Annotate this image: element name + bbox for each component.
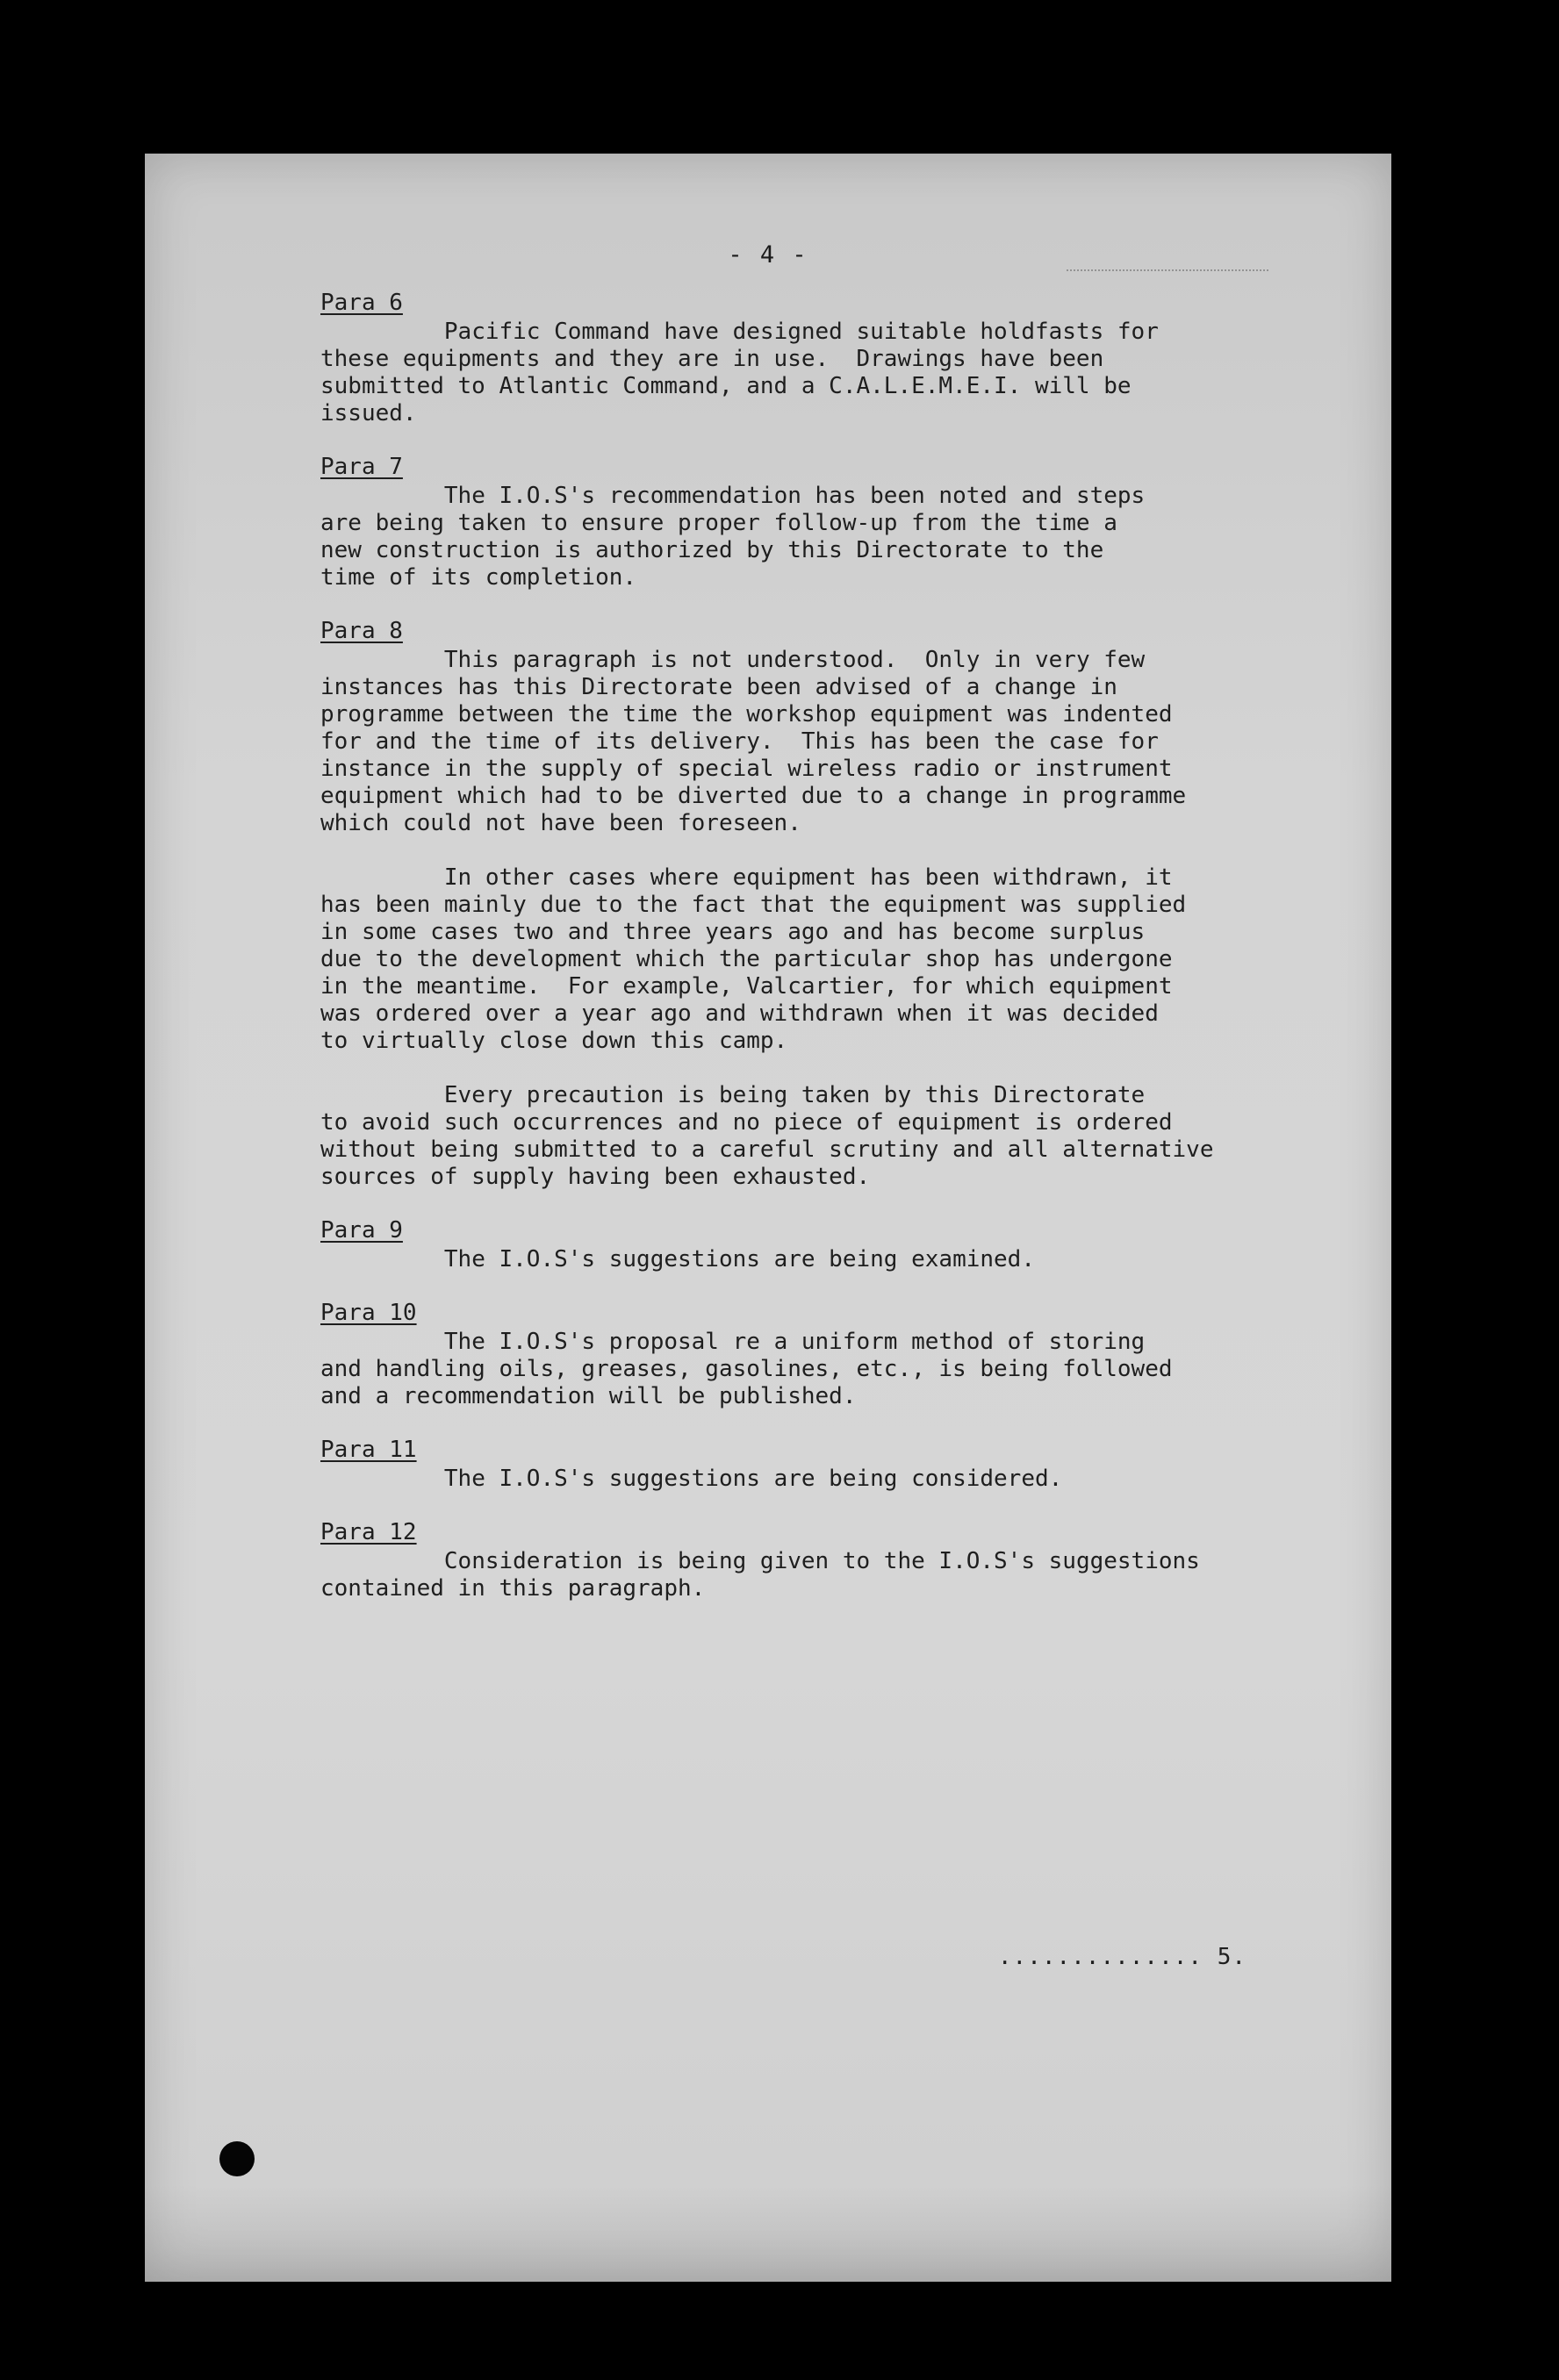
punch-hole-icon xyxy=(219,2141,255,2176)
paragraph: The I.O.S's suggestions are being considered. xyxy=(320,1466,1063,1492)
continuation-marker: .............. 5. xyxy=(997,1944,1246,1970)
page-bottom-shade xyxy=(145,2185,1391,2282)
section-heading: Para 8 xyxy=(320,618,403,644)
section-para-7 xyxy=(320,454,1295,591)
section-para-9 xyxy=(320,1217,1295,1273)
section-para-6 xyxy=(320,290,1295,427)
paragraph: In other cases where equipment has been withdrawn, it has been mainly due to the fact that the equipment was supplied in some cases two and three years ago and has become surplus due to the development which the particular shop has undergone in the meantime. For example, Valcartier, for which equipment was ordered over a year ago and withdrawn when it was decided to virtually close down this camp. xyxy=(320,864,1187,1054)
section-para-8 xyxy=(320,618,1295,1191)
paragraph: The I.O.S's proposal re a uniform method of storing and handling oils, greases, gasolines, etc., is being followed and a recommendation will be published. xyxy=(320,1329,1173,1409)
section-para-11 xyxy=(320,1437,1295,1493)
paragraph: This paragraph is not understood. Only in very few instances has this Directorate been advised of a change in programme between the time the workshop equipment was indented for and the time of its delivery. This has been the case for instance in the supply of special wireless radio or instrument equipment which had to be diverted due to a change in programme which could not have been foreseen. xyxy=(320,647,1187,836)
paragraph: Pacific Command have designed suitable holdfasts for these equipments and they are in use. Drawings have been submitted to Atlantic Command, and a C.A.L.E.M.E.I. will be issued. xyxy=(320,319,1159,427)
section-heading: Para 10 xyxy=(320,1300,417,1326)
section-heading: Para 7 xyxy=(320,454,403,480)
document-page xyxy=(145,154,1391,2282)
section-heading: Para 6 xyxy=(320,290,403,316)
page-number: - 4 - xyxy=(728,241,808,269)
section-para-10 xyxy=(320,1300,1295,1410)
section-heading: Para 12 xyxy=(320,1519,417,1545)
section-heading: Para 11 xyxy=(320,1437,417,1463)
paragraph: Consideration is being given to the I.O.S's suggestions contained in this paragraph. xyxy=(320,1548,1200,1602)
document-body xyxy=(320,290,1295,1629)
paragraph: The I.O.S's recommendation has been noted and steps are being taken to ensure proper follow-up from the time a new construction is authorized by this Directorate to the time of its completion. xyxy=(320,483,1146,591)
faint-dotted-mark xyxy=(1067,269,1268,271)
paragraph: Every precaution is being taken by this Directorate to avoid such occurrences and no piece of equipment is ordered without being submitted to a careful scrutiny and all alternative sources of supply having been exhausted. xyxy=(320,1082,1214,1190)
paragraph: The I.O.S's suggestions are being examined. xyxy=(320,1246,1035,1272)
section-para-12 xyxy=(320,1519,1295,1602)
section-heading: Para 9 xyxy=(320,1217,403,1244)
